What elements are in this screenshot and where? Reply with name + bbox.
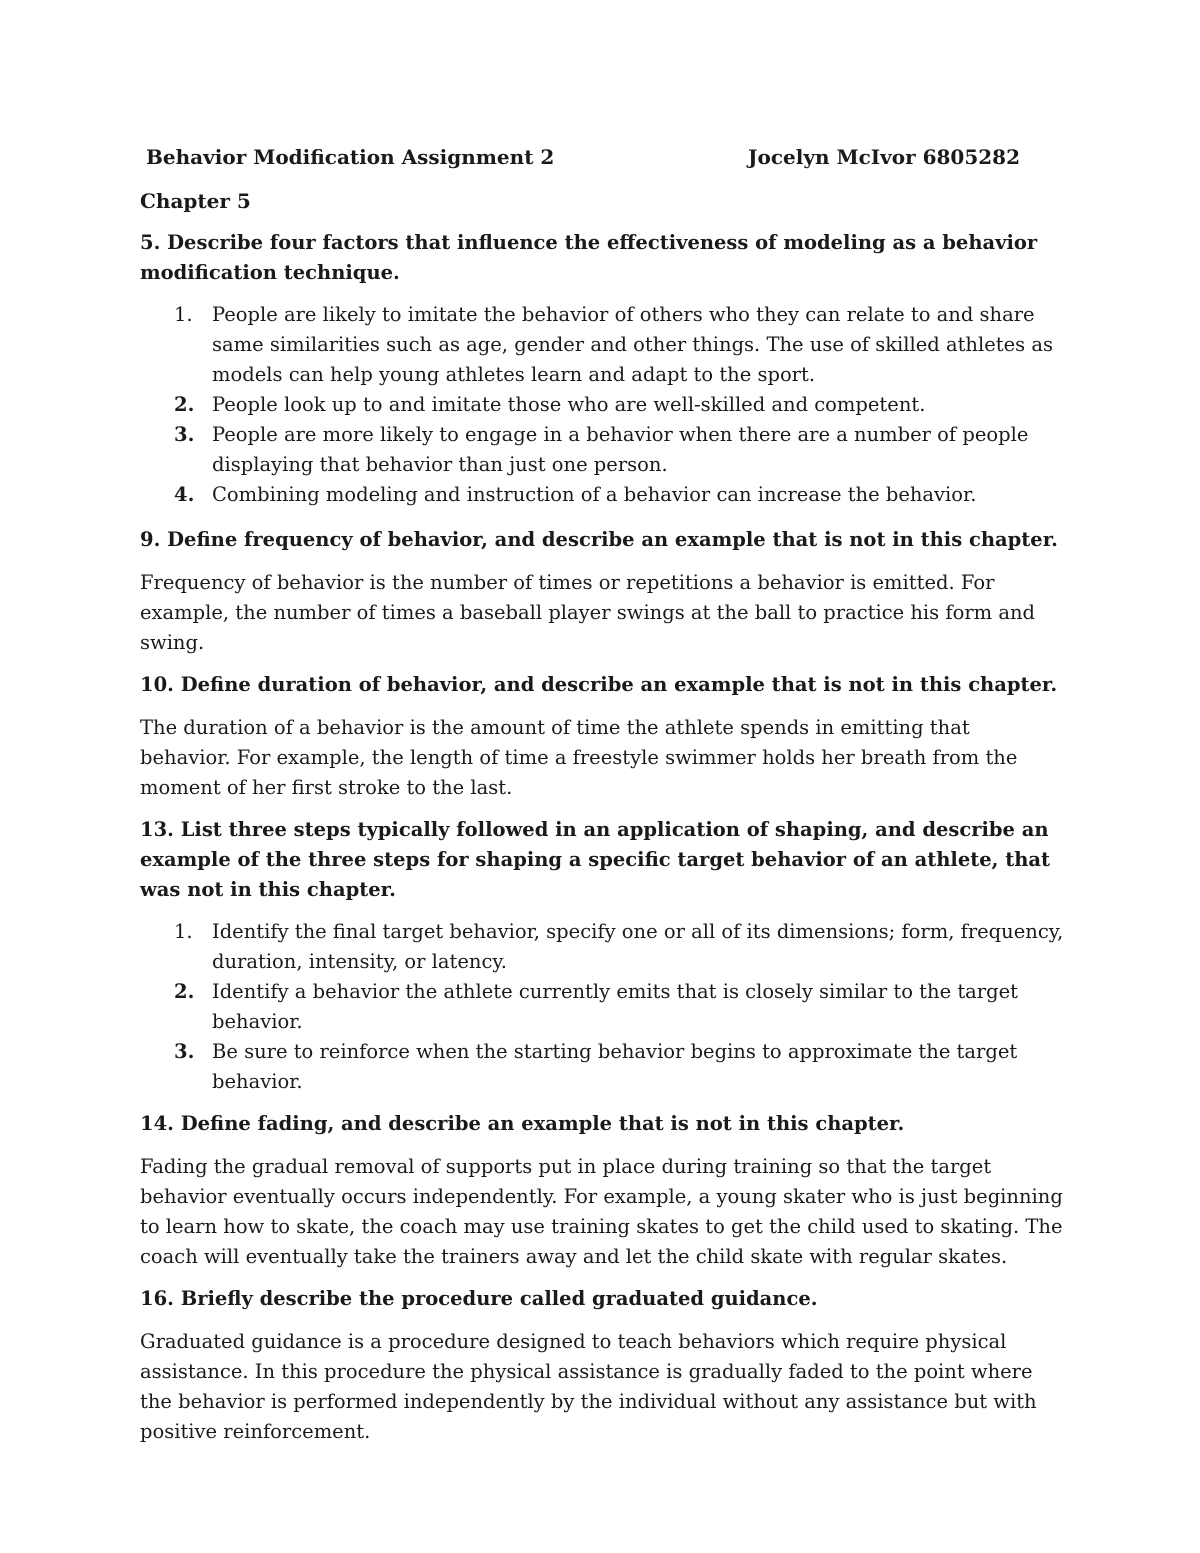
question-16: 16. Briefly describe the procedure called graduated guidance. — [140, 1287, 818, 1310]
answer-14: Fading the gradual removal of supports put in place during training so that the target behavior eventually occurs independently. For example, a young skater who is just beginning to learn how to skate, the coach may use training skates to get the child used to skating. The coach will eventually take the trainers away and let the child skate with regular skates. — [140, 1155, 1063, 1268]
list-item-text: People look up to and imitate those who are well-skilled and competent. — [212, 393, 926, 416]
question-10: 10. Define duration of behavior, and describe an example that is not in this chapter. — [140, 673, 1058, 696]
question-9: 9. Define frequency of behavior, and describe an example that is not in this chapter. — [140, 528, 1058, 551]
list-number: 3. — [174, 1040, 195, 1063]
list-item-text: People are more likely to engage in a behavior when there are a number of people displaying that behavior than just one person. — [212, 423, 1029, 476]
answer-list-q13 — [140, 917, 1065, 1097]
list-item-text: People are likely to imitate the behavior of others who they can relate to and share same similarities such as age, gender and other things. The use of skilled athletes as models can help young athletes learn and adapt to the sport. — [212, 303, 1053, 386]
answer-9: Frequency of behavior is the number of times or repetitions a behavior is emitted. For example, the number of times a baseball player swings at the ball to practice his form and swing. — [140, 571, 1035, 654]
answer-16: Graduated guidance is a procedure designed to teach behaviors which require physical assistance. In this procedure the physical assistance is gradually faded to the point where the behavior is performed independently by the individual without any assistance but with positive reinforcement. — [140, 1330, 1037, 1443]
list-number: 2. — [174, 393, 195, 416]
document-page — [140, 140, 1065, 1447]
list-item — [140, 300, 1065, 390]
list-number: 2. — [174, 980, 195, 1003]
list-number: 3. — [174, 423, 195, 446]
question-14: 14. Define fading, and describe an example that is not in this chapter. — [140, 1112, 905, 1135]
answer-list-q5 — [140, 300, 1065, 510]
list-item — [140, 917, 1065, 977]
list-number: 1. — [174, 303, 193, 326]
list-item — [140, 390, 1065, 420]
list-item — [140, 420, 1065, 480]
list-item-text: Identify a behavior the athlete currently emits that is closely similar to the target behavior. — [212, 980, 1018, 1033]
chapter-heading: Chapter 5 — [140, 189, 251, 213]
author-name: Jocelyn McIvor 6805282 — [748, 145, 1020, 169]
list-item-text: Be sure to reinforce when the starting behavior begins to approximate the target behavior. — [212, 1040, 1018, 1093]
list-item — [140, 1037, 1065, 1097]
question-13: 13. List three steps typically followed in an application of shaping, and describe an example of the three steps for shaping a specific target behavior of an athlete, that was not in this chapter. — [140, 818, 1051, 901]
list-number: 4. — [174, 483, 195, 506]
document-header — [140, 142, 1065, 172]
list-item — [140, 480, 1065, 510]
list-item — [140, 977, 1065, 1037]
assignment-title: Behavior Modification Assignment 2 — [146, 145, 555, 169]
list-number: 1. — [174, 920, 193, 943]
list-item-text: Combining modeling and instruction of a behavior can increase the behavior. — [212, 483, 977, 506]
list-item-text: Identify the final target behavior, specify one or all of its dimensions; form, frequency, duration, intensity, or latency. — [212, 920, 1064, 973]
question-5: 5. Describe four factors that influence the effectiveness of modeling as a behavior modification technique. — [140, 231, 1038, 284]
answer-10: The duration of a behavior is the amount of time the athlete spends in emitting that behavior. For example, the length of time a freestyle swimmer holds her breath from the moment of her first stroke to the last. — [140, 716, 1018, 799]
